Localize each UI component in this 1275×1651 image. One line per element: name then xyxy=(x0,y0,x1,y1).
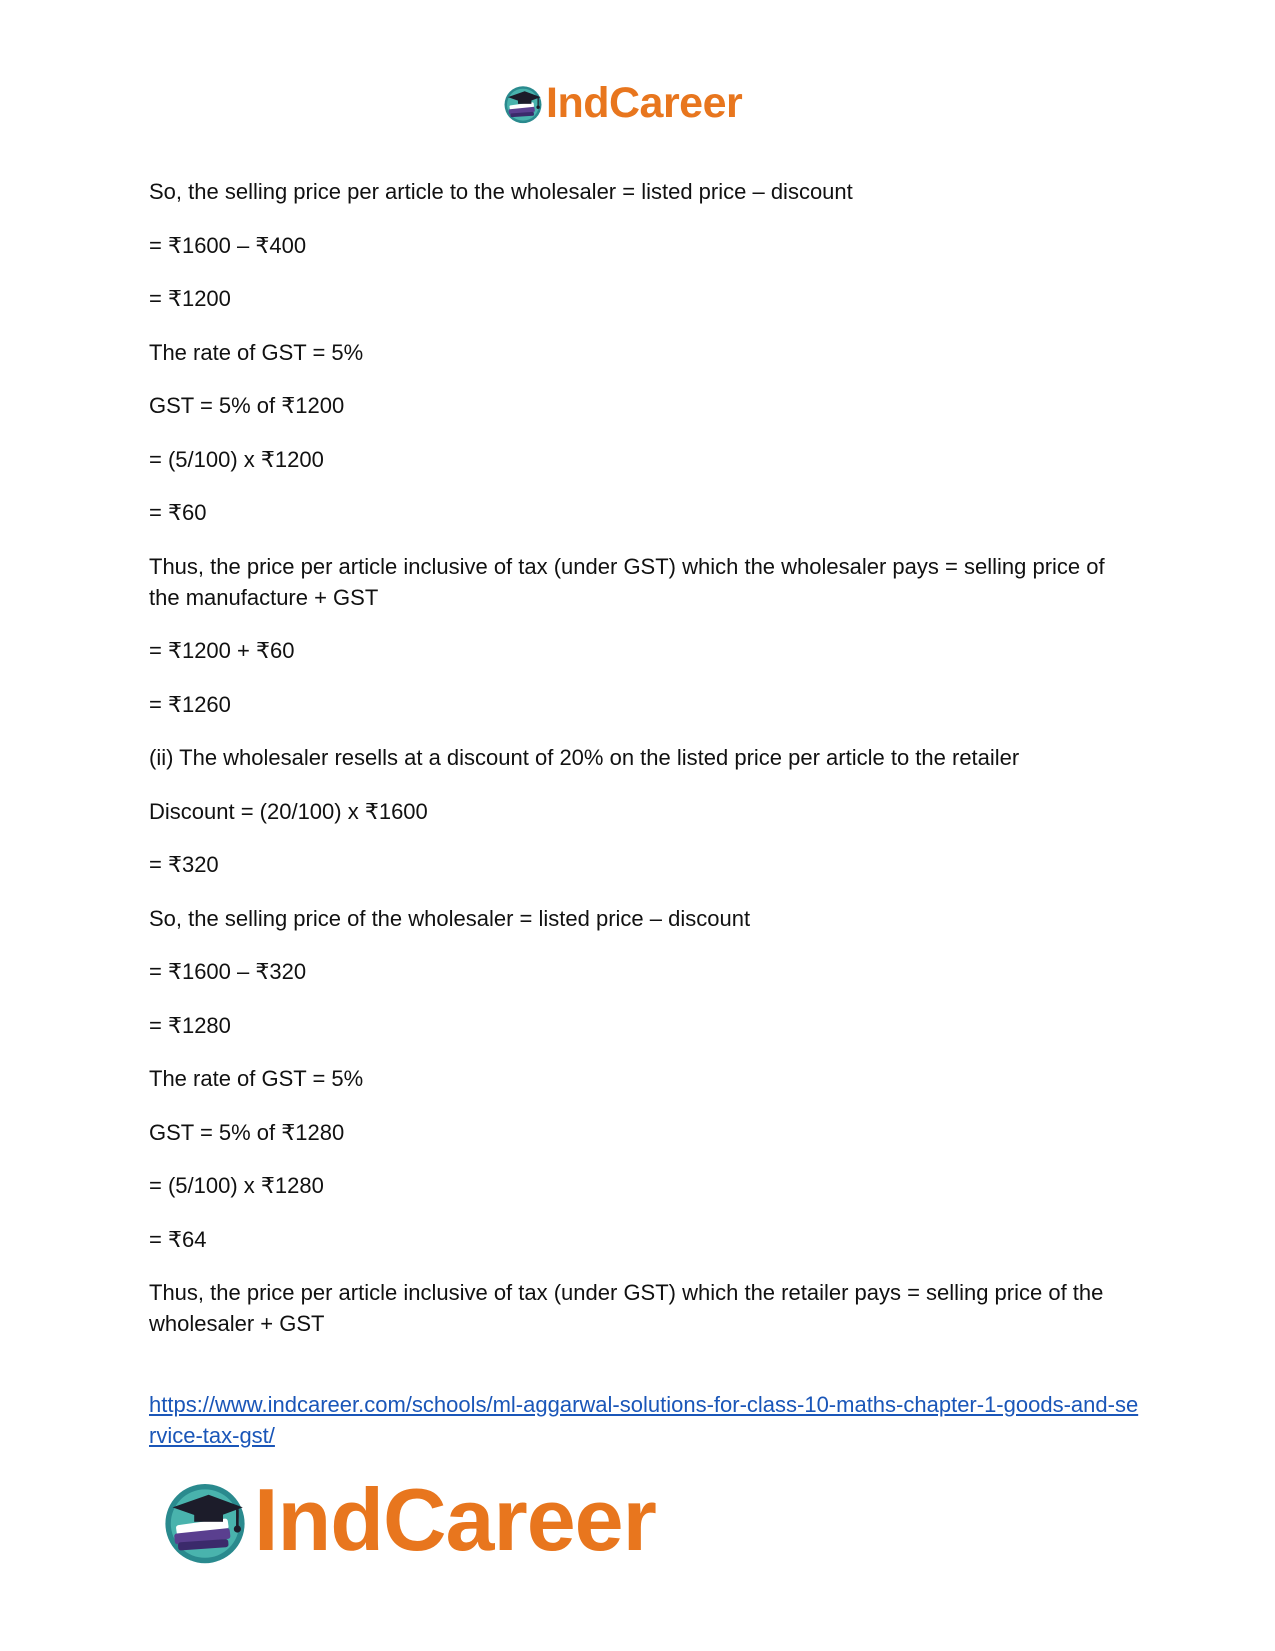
text-line: GST = 5% of ₹1280 xyxy=(149,1120,345,1145)
text-line: (ii) The wholesaler resells at a discount of 20% on the listed price per article to the retailer xyxy=(149,745,1020,770)
text-line: So, the selling price per article to the wholesaler = listed price – discount xyxy=(149,179,853,204)
text-line: = ₹1200 xyxy=(149,286,231,311)
text-line: = ₹1600 – ₹400 xyxy=(149,233,307,258)
text-line: GST = 5% of ₹1200 xyxy=(149,393,345,418)
text-line: = (5/100) x ₹1200 xyxy=(149,447,324,472)
text-line: = ₹1200 + ₹60 xyxy=(149,638,295,663)
header-logo xyxy=(502,78,742,128)
logo-wordmark: IndCareer xyxy=(546,78,743,127)
text-line: = ₹1600 – ₹320 xyxy=(149,959,307,984)
text-line: The rate of GST = 5% xyxy=(149,1066,364,1091)
text-line: Discount = (20/100) x ₹1600 xyxy=(149,799,428,824)
text-line: = ₹320 xyxy=(149,852,219,877)
footer-logo xyxy=(160,1470,656,1570)
text-line: Thus, the price per article inclusive of tax (under GST) which the retailer pays = selling price of the wholesaler + GST xyxy=(149,1280,1104,1336)
text-line: The rate of GST = 5% xyxy=(149,340,364,365)
logo-wordmark: IndCareer xyxy=(254,1470,656,1569)
text-line: = (5/100) x ₹1280 xyxy=(149,1173,324,1198)
text-line: = ₹1280 xyxy=(149,1013,231,1038)
text-line: = ₹64 xyxy=(149,1227,207,1252)
graduation-cap-book-icon xyxy=(160,1475,250,1565)
text-line: = ₹60 xyxy=(149,500,207,525)
solution-text xyxy=(149,176,1139,1339)
text-line: = ₹1260 xyxy=(149,692,231,717)
text-line: Thus, the price per article inclusive of tax (under GST) which the wholesaler pays = selling price of the manufacture + GST xyxy=(149,554,1105,610)
source-link[interactable]: https://www.indcareer.com/schools/ml-aggarwal-solutions-for-class-10-maths-chapter-1-goods-and-service-tax-gst/ xyxy=(149,1392,1139,1448)
graduation-cap-book-icon xyxy=(502,82,544,124)
text-line: So, the selling price of the wholesaler = listed price – discount xyxy=(149,906,751,931)
